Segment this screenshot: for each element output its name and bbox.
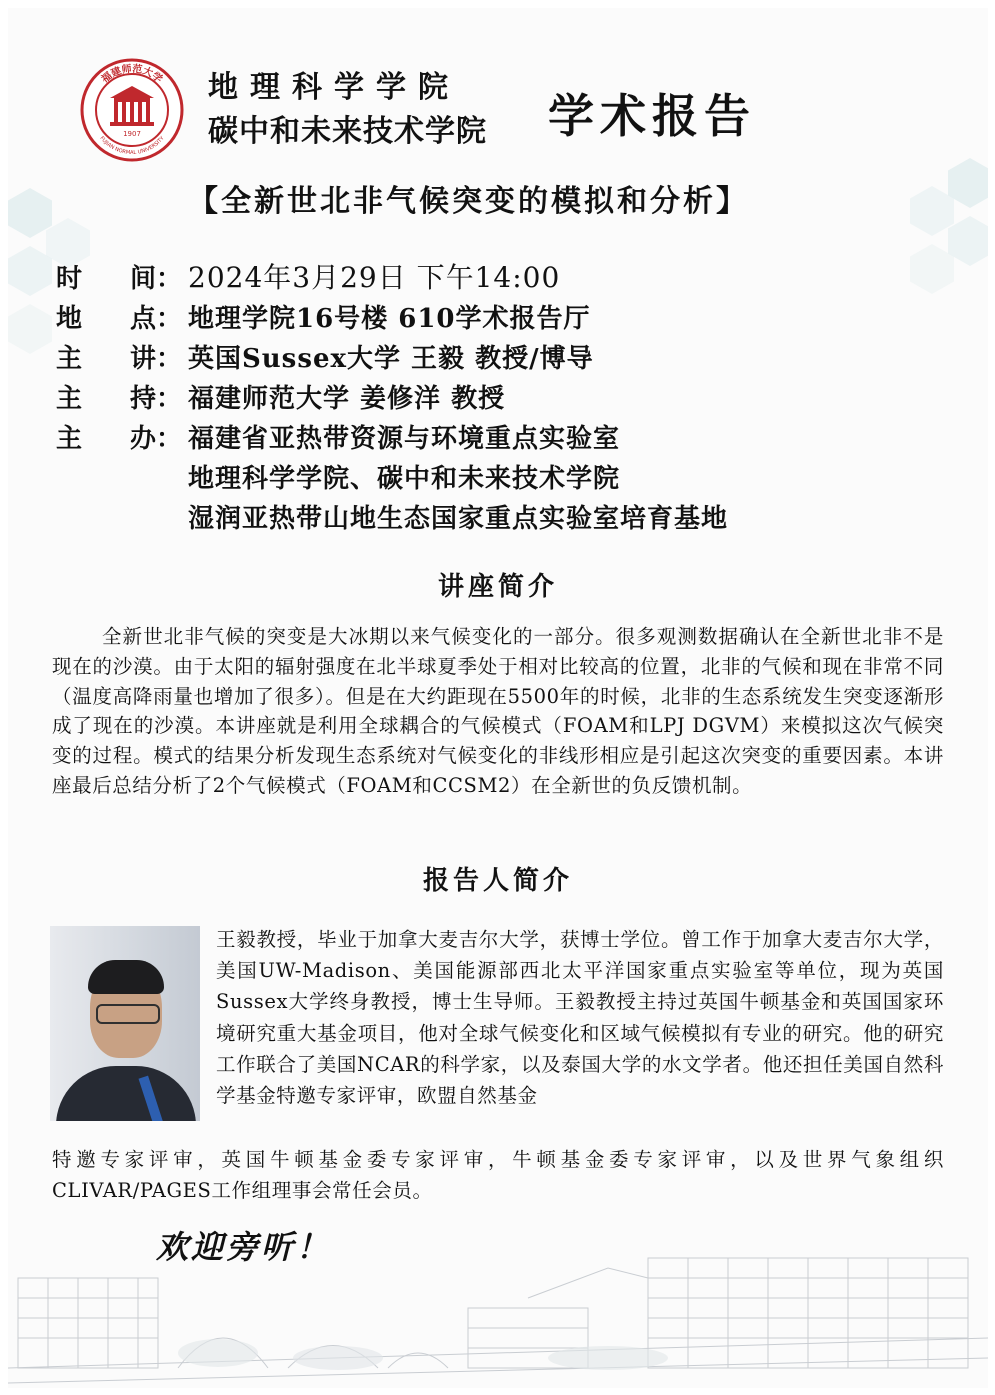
info-label: 主 讲： [56, 343, 183, 374]
speaker-photo [50, 926, 200, 1121]
lecture-intro-text: 全新世北非气候的突变是大冰期以来气候变化的一部分。很多观测数据确认在全新世北非不是现在的沙漠。由于太阳的辐射强度在北半球夏季处于相对比较高的位置，北非的气候和现在非常不同（温度高降雨量也增加了很多）。但是在大约距现在5500年的时候，北非的生态系统发生突变逐渐形成了现在的沙漠。本讲座就是利用全球耦合的气候模式（FOAM和LPJ DGVM）来模拟这次气候突变的过程。模式的结果分析发现生态系统对气候变化的非线形相应是引起这次突变的重要因素。本讲座最后总结分析了2个气候模式（FOAM和CCSM2）在全新世的负反馈机制。 [52, 625, 944, 797]
info-label: 主 办： [56, 423, 183, 454]
seal-text-bottom: FUJIAN NORMAL UNIVERSITY [98, 135, 166, 157]
info-row-location [56, 296, 956, 336]
poster-page [8, 8, 988, 1388]
info-value-time: 2024年3月29日 下午14:00 [188, 261, 561, 294]
info-value-location: 地理学院16号楼 610学术报告厅 [188, 303, 591, 334]
hexagon-decoration [8, 304, 52, 354]
hexagon-decoration [8, 188, 52, 238]
institution-line-1: 地理科学学院 [208, 70, 460, 105]
info-row-organizer-3 [56, 496, 956, 536]
campus-sketch-illustration [8, 1218, 988, 1388]
event-info [56, 256, 956, 536]
info-row-organizer-2 [56, 456, 956, 496]
info-row-speaker [56, 336, 956, 376]
university-seal-icon [80, 58, 184, 162]
info-row-host [56, 376, 956, 416]
welcome-text: 欢迎旁听！ [156, 1228, 332, 1266]
info-value-organizer-2: 地理科学学院、碳中和未来技术学院 [188, 463, 621, 494]
talk-title: 【全新世北非气候突变的模拟和分析】 [188, 184, 749, 219]
info-row-time [56, 256, 956, 296]
hexagon-decoration [910, 186, 954, 236]
info-label: 地 点： [56, 303, 183, 334]
info-value-speaker: 英国Sussex大学 王毅 教授/博导 [188, 343, 594, 374]
speaker-bio-part-1: 王毅教授，毕业于加拿大麦吉尔大学，获博士学位。曾工作于加拿大麦吉尔大学，美国UW-Madison、美国能源部西北太平洋国家重点实验室等单位，现为英国Sussex大学终身教授，博士生导师。王毅教授主持过英国牛顿基金和英国国家环境研究重大基金项目，他对全球气候变化和区域气候模拟有专业的研究。他的研究工作联合了美国NCAR的科学家，以及泰国大学的水文学者。他还担任美国自然科学基金特邀专家评审，欧盟自然基金 [216, 928, 944, 1108]
info-label: 主 持： [56, 383, 183, 414]
report-heading: 学术报告 [548, 89, 756, 143]
institution-names [208, 66, 520, 154]
info-value-organizer-3: 湿润亚热带山地生态国家重点实验室培育基地 [188, 503, 729, 534]
institution-line-2: 碳中和未来技术学院 [208, 114, 487, 149]
lecture-intro-title: 讲座简介 [437, 572, 558, 602]
seal-text-top: 福建师范大学 [99, 63, 165, 86]
hexagon-decoration [8, 246, 52, 296]
info-row-organizer [56, 416, 956, 456]
info-label: 时 间： [56, 263, 183, 294]
info-value-host: 福建师范大学 姜修洋 教授 [188, 383, 506, 414]
hexagon-decoration [948, 158, 988, 208]
speaker-intro-title: 报告人简介 [422, 866, 573, 896]
speaker-bio-part-2: 特邀专家评审，英国牛顿基金委专家评审，牛顿基金委专家评审，以及世界气象组织CLIVAR/PAGES工作组理事会常任会员。 [52, 1148, 944, 1203]
info-value-organizer: 福建省亚热带资源与环境重点实验室 [188, 423, 621, 454]
seal-year: 1907 [123, 130, 141, 138]
